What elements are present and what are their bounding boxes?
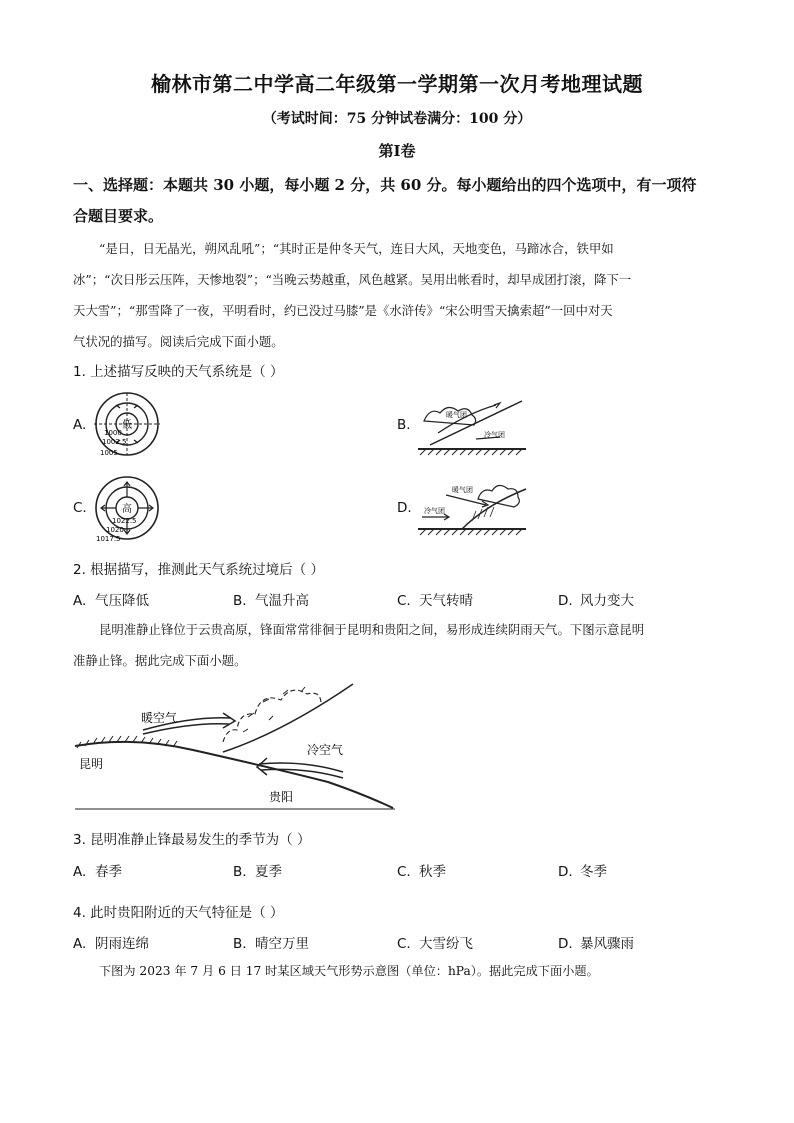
q3-option-c[interactable] [397, 860, 446, 880]
question-1-stem: 1. 上述描写反映的天气系统是（ ） [73, 364, 284, 380]
section-heading-line1: 一、选择题：本题共 30 小题，每小题 2 分，共 60 分。每小题给出的四个选项中，有一项符 [73, 176, 697, 194]
passage-1-line: 冰”；“次日彤云压阵，天惨地裂”；“当晚云势越重，风色越紧。吴用出帐看时，却早成团打滚，降下一 [73, 272, 632, 287]
kunming-front-figure [73, 672, 398, 814]
guiyang-label: 贵阳 [269, 790, 294, 804]
passage-2-line: 昆明准静止锋位于云贵高原，锋面常常徘徊于昆明和贵阳之间，易形成连续阴雨天气。下图示意昆明 [99, 622, 645, 637]
passage-1 [73, 233, 723, 357]
option-text: 阴雨连绵 [95, 936, 149, 952]
q1-a-isobar-label: 1002.5 [102, 438, 127, 446]
q1-option-a-letter[interactable]: A. [73, 417, 87, 433]
option-text: 夏季 [255, 864, 282, 880]
option-letter: A. [73, 936, 87, 952]
option-text: 天气转晴 [419, 593, 473, 609]
exam-title: 榆林市第二中学高二年级第一学期第一次月考地理试题 [151, 72, 643, 96]
q4-option-d[interactable] [558, 932, 634, 952]
q2-option-b[interactable] [233, 589, 309, 609]
passage-2 [73, 614, 723, 676]
q1-c-isobar-label: 1020 [106, 526, 124, 534]
q1-option-a-diagram [92, 391, 164, 459]
q1-option-c-letter[interactable]: C. [73, 500, 87, 516]
option-text: 气温升高 [255, 593, 309, 609]
q1-a-center-label: 低 [122, 420, 132, 431]
option-letter: B. [233, 864, 247, 880]
option-letter: A. [73, 593, 87, 609]
q1-c-center-label: 高 [122, 504, 132, 515]
q1-option-d-letter[interactable]: D. [397, 500, 412, 516]
q1-option-b-letter[interactable]: B. [397, 417, 411, 433]
q3-option-a[interactable] [73, 860, 122, 880]
question-3-stem: 3. 昆明准静止锋最易发生的季节为（ ） [73, 832, 311, 848]
q1-a-isobar-label: 1005 [100, 449, 118, 457]
q1-d-cold-label: 冷气团 [424, 507, 445, 515]
q4-option-a[interactable] [73, 932, 149, 952]
option-letter: D. [558, 864, 573, 880]
q1-d-warm-label: 暖气团 [452, 486, 473, 494]
option-text: 气压降低 [95, 593, 149, 609]
option-letter: D. [558, 936, 573, 952]
passage-1-line: 气状况的描写。阅读后完成下面小题。 [73, 334, 284, 349]
exam-subtitle: （考试时间：75 分钟试卷满分：100 分） [262, 111, 532, 127]
q1-b-cold-label: 冷气团 [484, 431, 505, 439]
q1-c-isobar-label: 1022.5 [112, 517, 137, 525]
passage-3: 下图为 2023 年 7 月 6 日 17 时某区域天气形势示意图（单位：hPa）。据此完成下面小题。 [99, 964, 599, 978]
option-text: 春季 [95, 864, 122, 880]
q1-option-b-diagram [416, 393, 528, 457]
passage-1-line: 天大雪”；“那雪降了一夜，平明看时，约已没过马膝”是《水浒传》“宋公明雪天擒索超”一回中对天 [73, 303, 613, 318]
option-letter: C. [397, 936, 411, 952]
option-letter: C. [397, 864, 411, 880]
q2-option-a[interactable] [73, 589, 149, 609]
question-2-stem: 2. 根据描写，推测此天气系统过境后（ ） [73, 562, 324, 578]
q1-option-d-diagram [416, 477, 528, 539]
q1-option-c-diagram [92, 475, 164, 543]
option-letter: B. [233, 936, 247, 952]
q3-option-b[interactable] [233, 860, 282, 880]
option-text: 大雪纷飞 [419, 936, 473, 952]
warm-air-label: 暖空气 [141, 711, 178, 725]
kunming-label: 昆明 [79, 757, 104, 771]
q3-option-d[interactable] [558, 860, 607, 880]
volume-label: 第Ⅰ卷 [378, 142, 416, 160]
option-letter: B. [233, 593, 247, 609]
option-text: 冬季 [580, 864, 607, 880]
passage-1-line: “是日，日无晶光，朔风乱吼”；“其时正是仲冬天气，连日大风，天地变色，马蹄冰合，铁甲如 [99, 241, 614, 256]
option-letter: C. [397, 593, 411, 609]
q4-option-c[interactable] [397, 932, 473, 952]
q1-b-warm-label: 暖气团 [446, 411, 467, 419]
q1-a-isobar-label: 1000 [104, 429, 122, 437]
q4-option-b[interactable] [233, 932, 309, 952]
question-4-stem: 4. 此时贵阳附近的天气特征是（ ） [73, 905, 284, 921]
cold-air-label: 冷空气 [307, 743, 344, 757]
option-text: 暴风骤雨 [580, 936, 634, 952]
q2-option-d[interactable] [558, 589, 634, 609]
q2-option-c[interactable] [397, 589, 473, 609]
option-text: 晴空万里 [255, 936, 309, 952]
option-letter: A. [73, 864, 87, 880]
q1-c-isobar-label: 1017.5 [96, 535, 121, 543]
option-text: 风力变大 [580, 593, 634, 609]
passage-2-line: 准静止锋。据此完成下面小题。 [73, 653, 247, 668]
option-letter: D. [558, 593, 573, 609]
section-heading [73, 170, 723, 232]
option-text: 秋季 [419, 864, 446, 880]
section-heading-line2: 合题目要求。 [73, 207, 164, 225]
